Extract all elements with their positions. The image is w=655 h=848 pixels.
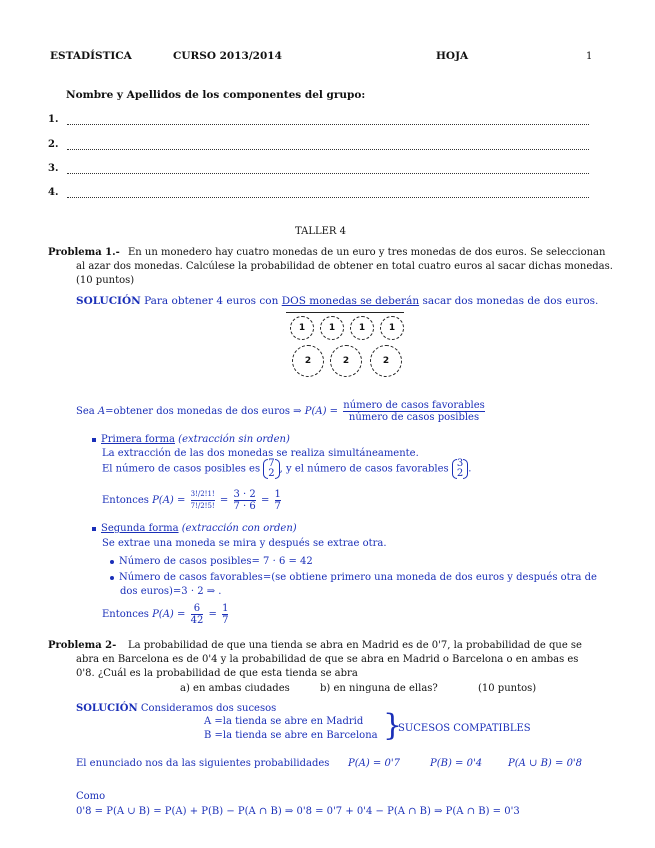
name-number-4: 4. — [48, 187, 59, 198]
entonces-text: Entonces — [102, 495, 149, 506]
first-method-text-2 — [102, 459, 471, 479]
name-line-4[interactable] — [67, 197, 589, 198]
solution-text: Consideramos dos sucesos — [140, 703, 277, 714]
second-method-paren: (extracción con orden) — [181, 523, 297, 534]
solution-text-dos: DOS monedas se deberán — [281, 295, 420, 307]
problem-2-text-3: 0'8. ¿Cuál es la probabilidad de que esta tienda se abra — [76, 668, 358, 679]
problem-1-text-1: En un monedero hay cuatro monedas de un euro y tres monedas de dos euros. Se seleccionan — [128, 247, 606, 258]
final-equation: 0'8 = P(A ∪ B) = P(A) + P(B) − P(A ∩ B) ⇒ 0'8 = 0'7 + 0'4 − P(A ∩ B) ⇒ P(A ∩ B) = 0'3 — [76, 806, 520, 817]
event-definition — [76, 400, 487, 423]
subject-label: ESTADÍSTICA — [50, 50, 132, 62]
taller-title: TALLER 4 — [295, 226, 346, 237]
bullet-icon — [92, 527, 96, 531]
bullet-icon — [110, 576, 114, 580]
second-method-item-2: Número de casos favorables=(se obtiene primero una moneda de dos euros y después otra de — [110, 572, 597, 583]
name-number-2: 2. — [48, 139, 59, 150]
problem-1-solution-intro — [76, 295, 598, 307]
option-b: b) en ninguna de ellas? — [320, 683, 438, 694]
laplace-fraction — [343, 400, 485, 423]
problem-2-text-2: abra en Barcelona es de 0'4 y la probabilidad de que se abra en Madrid o Barcelona o en ambas es — [76, 654, 579, 665]
problem-1-label: Problema 1.- — [48, 247, 120, 258]
first-method-text-1: La extracción de las dos monedas se realiza simultáneamente. — [102, 448, 419, 459]
problem-1-points: (10 puntos) — [76, 275, 135, 286]
solution-label: SOLUCIÓN — [76, 703, 138, 714]
brace-icon: } — [383, 708, 403, 743]
cases-text-b: , y el número de casos favorables — [279, 463, 449, 475]
name-line-3[interactable] — [67, 173, 589, 174]
binomial-7-2: 7 2 — [263, 459, 279, 479]
name-line-2[interactable] — [67, 149, 589, 150]
given-text: El enunciado nos da las siguientes probabilidades — [76, 758, 330, 769]
sea-text-b: =obtener dos monedas de dos euros ⇒ — [105, 406, 302, 417]
problem-2-text-1: La probabilidad de que una tienda se abra en Madrid es de 0'7, la probabilidad de que se — [128, 640, 582, 651]
problem-2-solution-intro — [76, 703, 276, 714]
solution-label: SOLUCIÓN — [76, 295, 141, 307]
coin-one-euro: 1 — [350, 316, 374, 340]
coin-one-euro: 1 — [290, 316, 314, 340]
first-method-result: Entonces P(A) = $\frac{3!/2!1!}{7!/2!5!}$ = $\frac{3 \cdot 2}{7 \cdot 6}$ = $\frac{1}{7}$ — [102, 489, 281, 512]
bullet-icon — [110, 560, 114, 564]
prob-b: P(B) = 0'4 — [430, 758, 483, 769]
coin-one-euro: 1 — [380, 316, 404, 340]
event-b: B =la tienda se abre en Barcelona — [204, 730, 378, 741]
coins-figure — [286, 312, 404, 378]
second-method-item-2b: dos euros)=3 · 2 ⇒ . — [120, 586, 222, 597]
second-method-label: Segunda forma — [101, 523, 179, 534]
solution-text-b: sacar dos monedas de dos euros. — [422, 295, 599, 307]
solution-text-a: Para obtener 4 euros con — [144, 295, 279, 307]
event-var: A — [97, 406, 106, 417]
fraction-denominator: número de casos posibles — [348, 412, 480, 423]
second-method-item-1: Número de casos posibles= 7 · 6 = 42 — [110, 556, 313, 567]
name-number-3: 3. — [48, 163, 59, 174]
prob-union: P(A ∪ B) = 0'8 — [508, 758, 583, 769]
name-number-1: 1. — [48, 114, 59, 125]
compatible-events: SUCESOS COMPATIBLES — [398, 723, 531, 734]
first-method-title — [92, 434, 290, 445]
cases-text-a: El número de casos posibles es — [102, 463, 261, 475]
sea-text: Sea — [76, 406, 95, 417]
factorial-fraction: $\frac{3!/2!1!}{7!/2!5!}$ — [190, 490, 215, 510]
problem-1-text-2: al azar dos monedas. Calcúlese la probabilidad de obtener en total cuatro euros al sacar dichas monedas. — [76, 261, 613, 272]
coin-one-euro: 1 — [320, 316, 344, 340]
name-line-1[interactable] — [67, 124, 589, 125]
problem-2-label: Problema 2- — [48, 640, 117, 651]
problem-2-points: (10 puntos) — [478, 683, 537, 694]
second-method-result: Entonces P(A) = $\frac{6}{42}$ = $\frac{1}{7}$ — [102, 603, 229, 626]
como-text: Como — [76, 791, 106, 802]
course-label: CURSO 2013/2014 — [173, 50, 282, 62]
product-fraction: $\frac{3 \cdot 2}{7 \cdot 6}$ — [233, 489, 256, 512]
fraction-numerator: número de casos favorables — [343, 400, 485, 411]
bullet-icon — [92, 438, 96, 442]
option-a: a) en ambas ciudades — [180, 683, 290, 694]
first-method-label: Primera forma — [101, 434, 175, 445]
second-method-text-1: Se extrae una moneda se mira y después se extrae otra. — [102, 538, 387, 549]
pa-label: P(A) = — [304, 406, 339, 417]
second-method-title — [92, 523, 297, 534]
page-number: 1 — [586, 51, 593, 62]
fraction-6-42: $\frac{6}{42}$ — [190, 603, 204, 626]
cases-text-c: . — [468, 463, 472, 475]
coin-two-euro: 2 — [292, 345, 324, 377]
first-method-paren: (extracción sin orden) — [178, 434, 290, 445]
coin-two-euro: 2 — [330, 345, 362, 377]
fraction-1-7: $\frac{1}{7}$ — [222, 603, 229, 626]
coin-two-euro: 2 — [370, 345, 402, 377]
prob-a: P(A) = 0'7 — [348, 758, 400, 769]
entonces-text: Entonces — [102, 609, 149, 620]
event-a: A =la tienda se abre en Madrid — [204, 716, 364, 727]
group-title: Nombre y Apellidos de los componentes del grupo: — [66, 89, 366, 101]
binomial-3-2: 3 2 — [452, 459, 468, 479]
sheet-label: HOJA — [436, 50, 469, 62]
result-fraction: $\frac{1}{7}$ — [274, 489, 281, 512]
